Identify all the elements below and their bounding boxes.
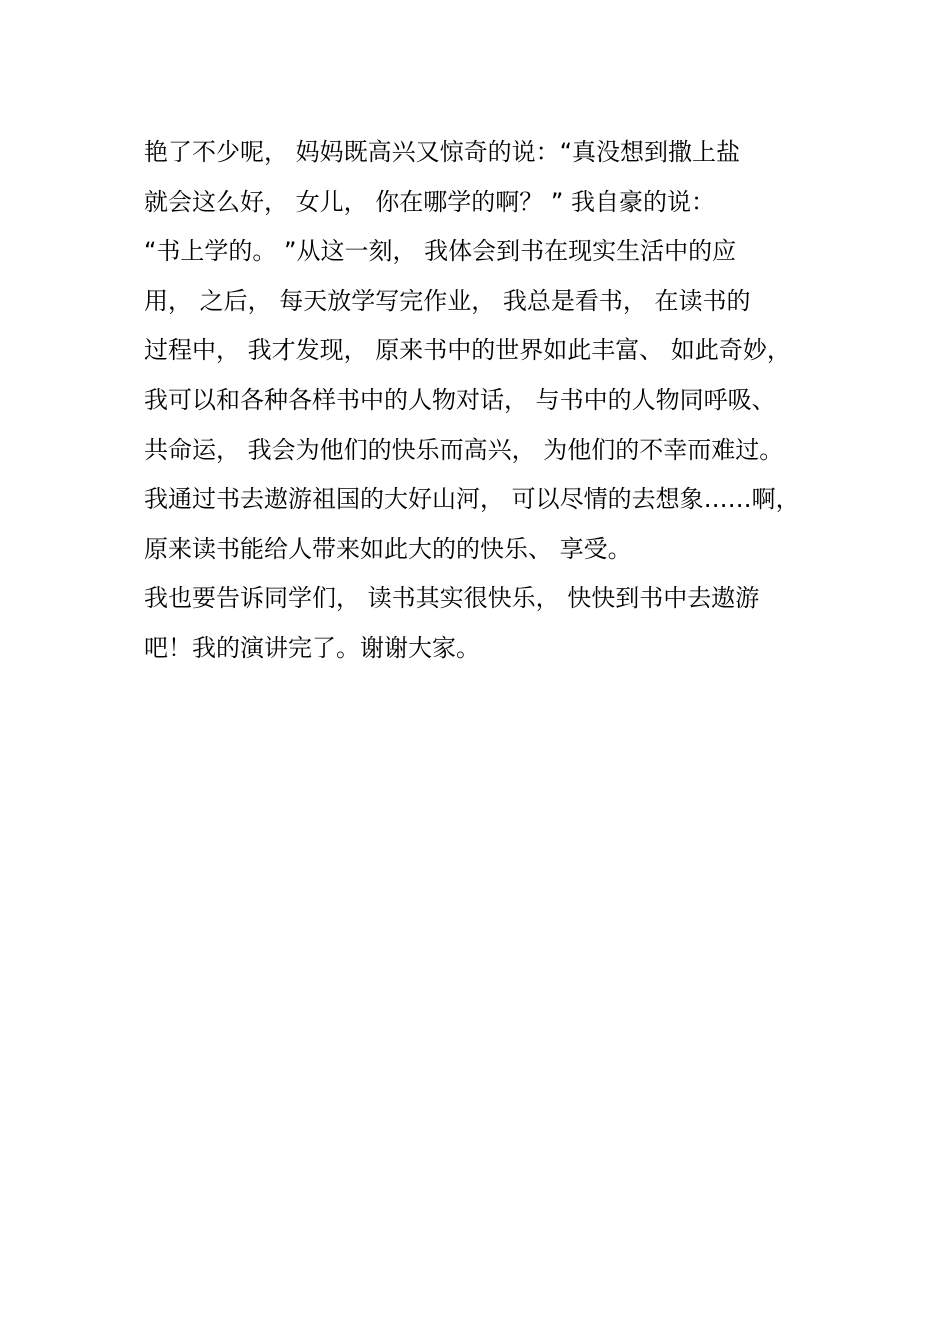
text-line-11: 吧！我的演讲完了。谢谢大家。 <box>144 633 480 662</box>
text-line-4: 用， 之后， 每天放学写完作业， 我总是看书， 在读书的 <box>144 286 751 315</box>
text-line-9: 原来读书能给人带来如此大的的快乐、 享受。 <box>144 534 632 563</box>
text-line-2: 就会这么好， 女儿， 你在哪学的啊？ ” 我自豪的说： <box>144 187 715 216</box>
text-line-10: 我也要告诉同学们， 读书其实很快乐， 快快到书中去遨游 <box>144 584 760 613</box>
text-line-7: 共命运， 我会为他们的快乐而高兴， 为他们的不幸而难过。 <box>144 435 784 464</box>
text-line-6: 我可以和各种各样书中的人物对话， 与书中的人物同呼吸、 <box>144 385 776 414</box>
text-line-8: 我通过书去遨游祖国的大好山河， 可以尽情的去想象……啊， <box>144 485 800 514</box>
speech-text <box>144 128 844 674</box>
text-line-3: “书上学的。 ”从这一刻， 我体会到书在现实生活中的应 <box>144 237 737 266</box>
text-line-5: 过程中， 我才发现， 原来书中的世界如此丰富、 如此奇妙， <box>144 336 791 365</box>
text-line-1: 艳了不少呢， 妈妈既高兴又惊奇的说：“真没想到撒上盐 <box>144 138 741 166</box>
